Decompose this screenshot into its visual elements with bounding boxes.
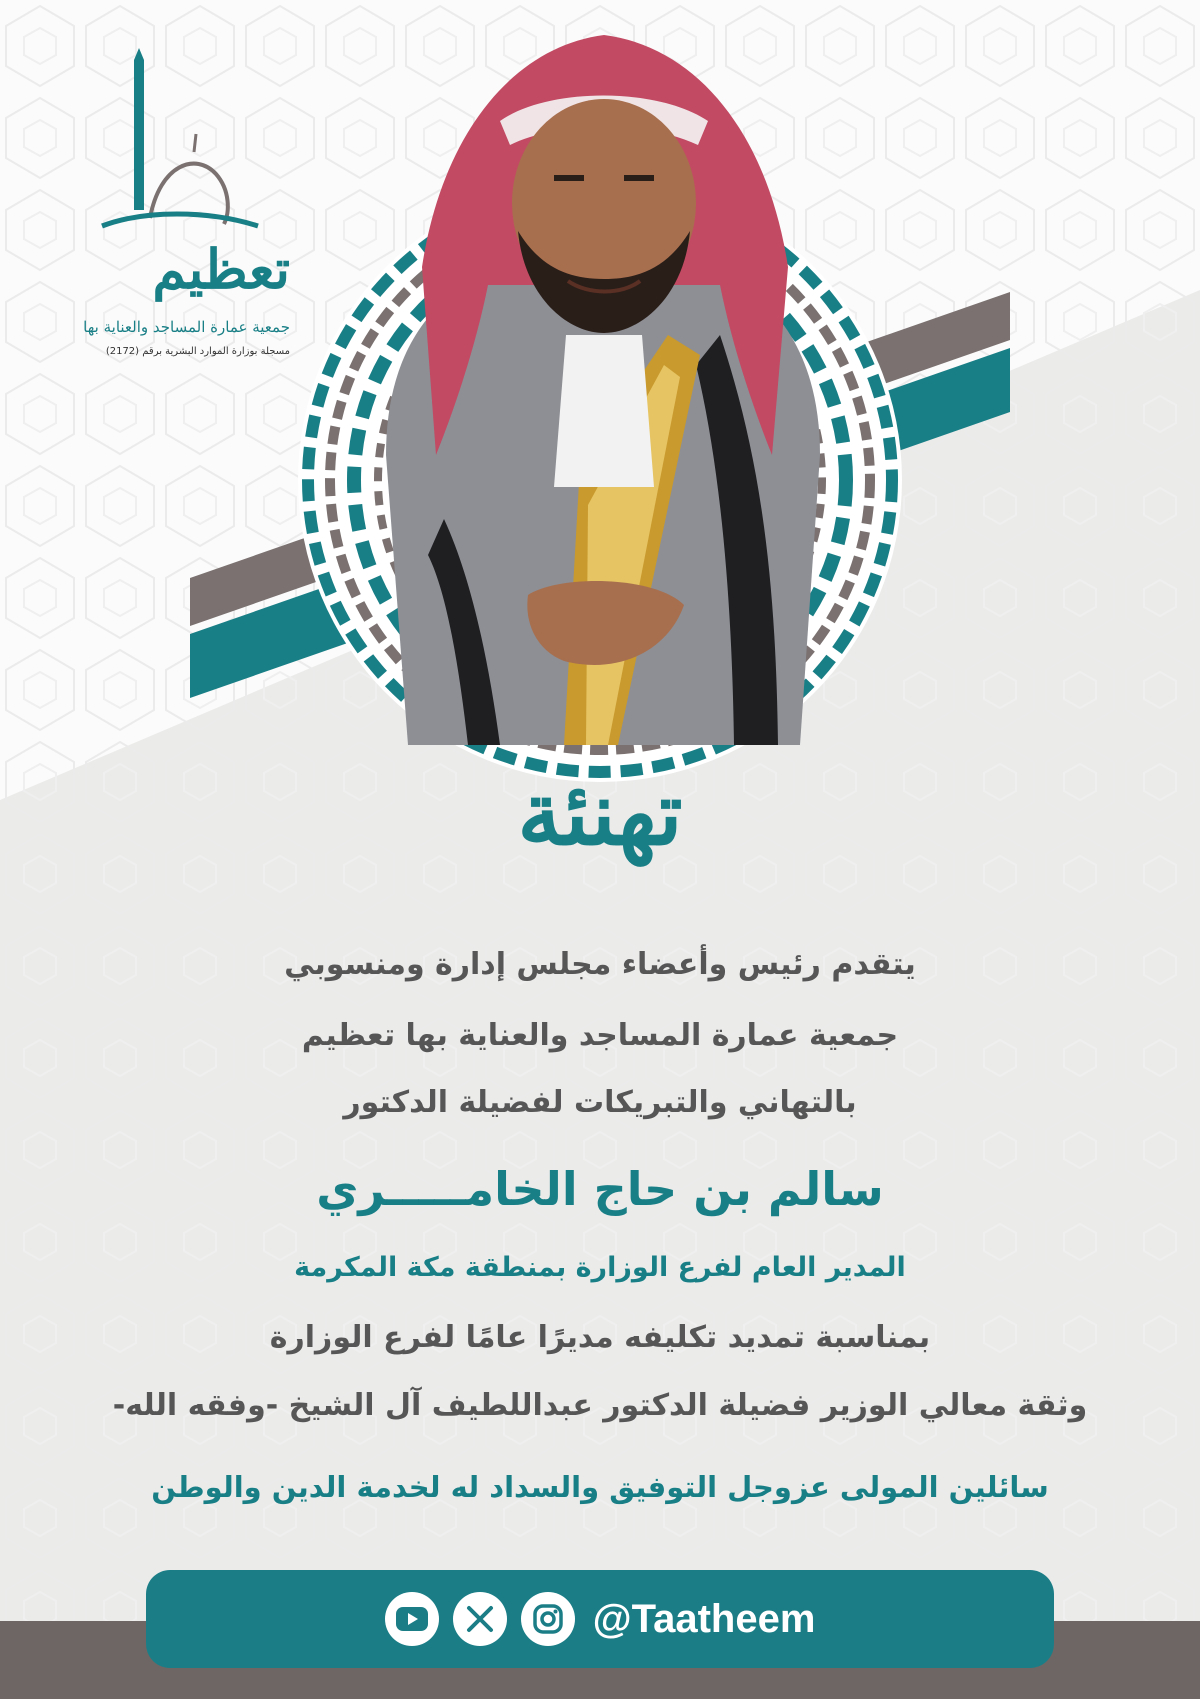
body-line-1: يتقدم رئيس وأعضاء مجلس إدارة ومنسوبي xyxy=(284,947,916,982)
social-handle[interactable]: @Taatheem xyxy=(592,1596,816,1641)
body-line-5: وثقة معالي الوزير فضيلة الدكتور عبداللطيف آل الشيخ -وفقه الله- xyxy=(112,1388,1088,1423)
logo-wordmark: تعظيم xyxy=(152,237,290,301)
youtube-icon[interactable] xyxy=(385,1592,439,1646)
social-bar xyxy=(146,1570,1054,1668)
heading-congratulations: تهنئة xyxy=(517,761,683,865)
body-line-2: جمعية عمارة المساجد والعناية بها تعظيم xyxy=(301,1018,899,1053)
body-line-3: بالتهاني والتبريكات لفضيلة الدكتور xyxy=(343,1085,857,1120)
honoree-name: سالم بن حاج الخامـــــري xyxy=(316,1162,884,1216)
closing-prayer: سائلين المولى عزوجل التوفيق والسداد له لخدمة الدين والوطن xyxy=(151,1470,1049,1504)
honoree-position: المدير العام لفرع الوزارة بمنطقة مكة المكرمة xyxy=(294,1252,906,1283)
x-icon[interactable] xyxy=(453,1592,507,1646)
logo-subtitle: جمعية عمارة المساجد والعناية بها xyxy=(83,318,290,336)
body-line-4: بمناسبة تمديد تكليفه مديرًا عامًا لفرع الوزارة xyxy=(269,1320,931,1355)
portrait-photo xyxy=(368,35,838,745)
instagram-icon[interactable] xyxy=(521,1592,575,1646)
logo-registration: مسجلة بوزارة الموارد البشرية برقم (2172) xyxy=(105,346,290,357)
